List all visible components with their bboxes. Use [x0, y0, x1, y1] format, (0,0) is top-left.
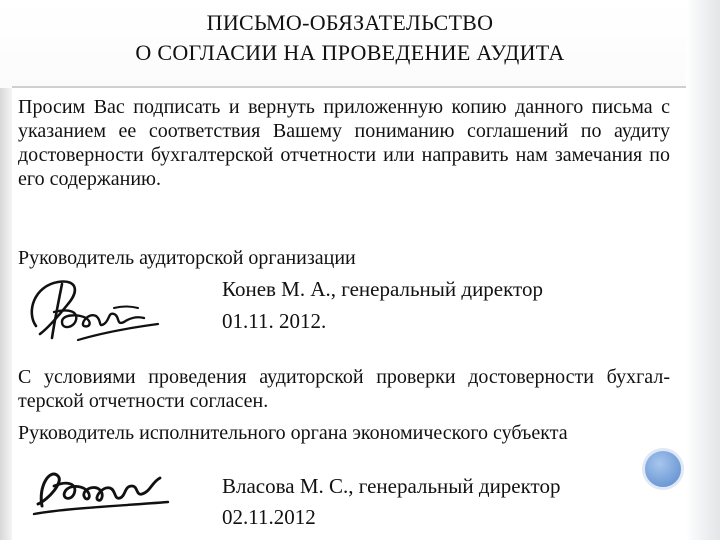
right-decorative-rail — [686, 0, 720, 540]
client-date: 02.11.2012 — [222, 505, 316, 529]
header-divider — [12, 86, 686, 88]
client-name: Власова М. С., генеральный директор — [222, 474, 561, 498]
title-line-2: О СОГЛАСИИ НА ПРОВЕДЕНИЕ АУДИТА — [135, 40, 565, 65]
slide-decoration-dot — [642, 448, 684, 490]
auditor-signature — [18, 268, 168, 354]
auditor-role: Руководитель аудиторской организации — [18, 247, 356, 269]
title-line-1: ПИСЬМО-ОБЯЗАТЕЛЬСТВО — [206, 10, 494, 35]
client-signature — [28, 456, 178, 522]
request-paragraph: Просим Вас подписать и вернуть приложенную копию данного письма с указанием ее соответствия Вашему пониманию соглашений по аудиту достоверности бухгалтерской отчетности или направить нам замечания по его содержанию. — [18, 96, 670, 190]
left-decorative-rail — [0, 88, 12, 540]
page-title — [20, 8, 680, 68]
consent-paragraph: С условиями проведения аудиторской проверки достоверности бухгал-терской отчетности согласен. — [18, 366, 670, 412]
auditor-name: Конев М. А., генеральный директор — [222, 277, 543, 301]
auditor-date: 01.11. 2012. — [222, 309, 327, 333]
client-role: Руководитель исполнительного органа экономического субъекта — [18, 422, 568, 444]
